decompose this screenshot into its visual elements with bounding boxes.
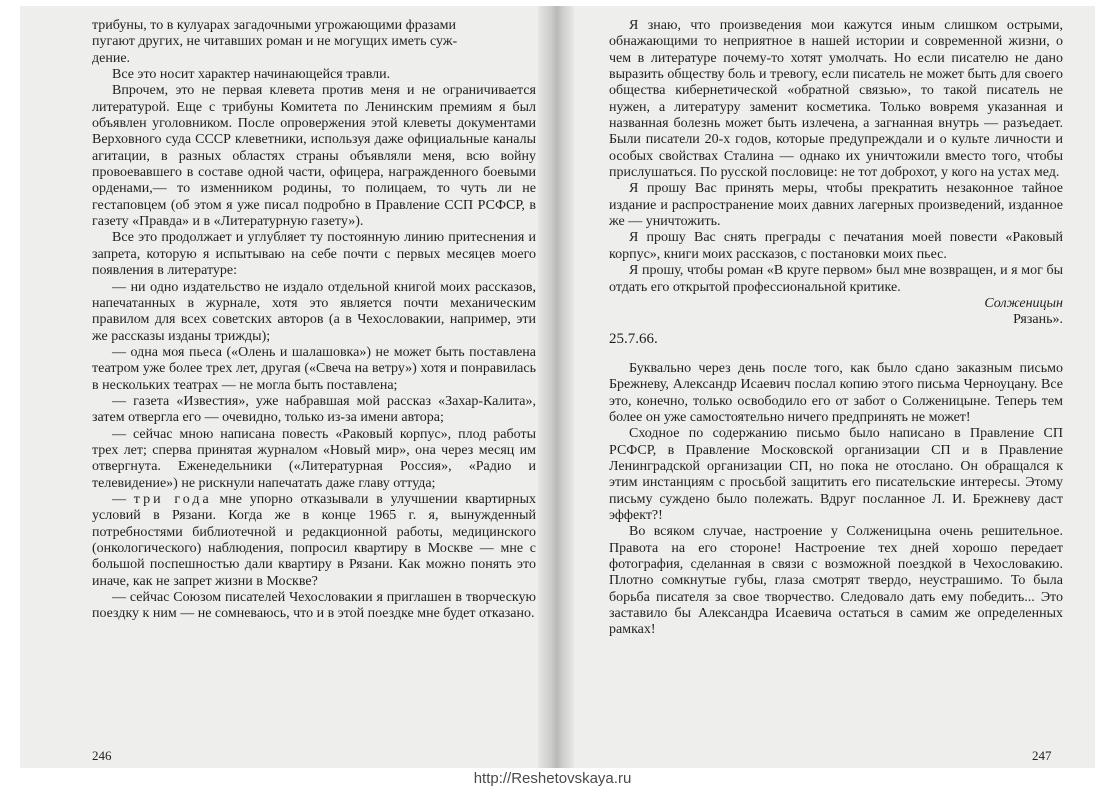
book-gutter-shadow bbox=[538, 6, 574, 768]
left-list-item: — ни одно издательство не издало отдельной книгой моих рассказов, напечатанных в журнале, хотя это является почти механическим правилом для всех советских авторов (а в Чехословакии, например, эти же рассказы изданы трижды); bbox=[92, 279, 536, 344]
commentary-paragraph: Сходное по содержанию письмо было написано в Правление СП РСФСР, в Правление Московской организации СП и в Правление Ленинградской организации СП, но пока не отослано. Он обращался к этим инстанциям с просьбой защитить его писательские интересы. Этому письму суждено было полежать. Вдруг посланное Л. И. Брежневу даст эффект?! bbox=[609, 426, 1063, 523]
letter-date: 25.7.66. bbox=[609, 330, 658, 347]
signature-name: Солженицын bbox=[984, 295, 1063, 311]
left-list-item: — одна моя пьеса («Олень и шалашовка») не может быть поставлена театром уже более трех лет, другая («Свеча на ветру») хотя и понравилась в нескольких театрах — не могла быть поставлена; bbox=[92, 344, 536, 393]
spaced-emphasis: три года bbox=[133, 491, 212, 507]
book-spread bbox=[20, 6, 1095, 768]
page-number-left: 246 bbox=[92, 748, 112, 763]
left-list-item: — сейчас мною написана повесть «Раковый корпус», плод работы трех лет; сперва принятая журналом «Новый мир», она через месяц им отвергнута. Еженедельники («Литературная Россия», «Радио и телевидение») не рискнули напечатать даже главу оттуда; bbox=[92, 426, 536, 491]
left-page bbox=[20, 6, 556, 768]
left-list-item: — сейчас Союзом писателей Чехословакии я приглашен в творческую поездку к ним — не сомневаюсь, что и в этой поездке мне будет отказано. bbox=[92, 590, 536, 622]
right-page bbox=[556, 6, 1095, 768]
left-line-3: дение. bbox=[92, 50, 131, 66]
right-paragraph: Я прошу Вас снять преграды с печатания моей повести «Раковый корпус», книги моих рассказов, с постановки моих пьес. bbox=[609, 230, 1063, 262]
left-list-item-flat: — три года мне упорно отказывали в улучшении квартирных условий в Рязани. Когда же в конце 1965 г. я, вынужденный потребностями библиотечной и редакционной работы, медицинского (онкологического) наблюдения, попросил квартиру в Москве — мне с большой поспешностью дали квартиру в Рязани. Как можно понять это иначе, как не запрет жизни в Москве? bbox=[92, 491, 537, 589]
source-url: http://Reshetovskaya.ru bbox=[473, 770, 632, 787]
left-paragraph: Все это продолжает и углубляет ту постоянную линию притеснения и запрета, которую я испытываю на себе почти с первых месяцев моего появления в литературе: bbox=[92, 230, 536, 279]
left-paragraph: Все это носит характер начинающейся травли. bbox=[112, 67, 391, 83]
flat-paragraph-rest: мне упорно отказывали в улучшении квартирных условий в Рязани. Когда же в конце 1965 г. я, вынужденный потребностями библиотечной и редакционной работы, медицинского (онкологического) наблюдения, попросил квартиру в Москве — мне с большой поспешностью дали квартиру в Рязани. Как можно понять это иначе, как не запрет жизни в Москве? bbox=[92, 491, 537, 589]
commentary-paragraph: Буквально через день после того, как было сдано заказным письмо Брежневу, Александр Исаевич послал копию этого письма Черноуцану. Все это, конечно, только освободило его от забот о Солженицыне. Теперь тем более он уже самостоятельно ничего предпринять не может! bbox=[609, 360, 1063, 425]
left-page-text bbox=[92, 18, 536, 623]
signature-city: Рязань». bbox=[1013, 312, 1063, 328]
left-list-item: — газета «Известия», уже набравшая мой рассказ «Захар-Калита», затем отвергла его — очевидно, только из-за имени автора; bbox=[92, 393, 536, 426]
right-page-text bbox=[609, 18, 1063, 639]
right-paragraph: Я прошу Вас принять меры, чтобы прекратить незаконное тайное издание и распространение моих давних лагерных произведений, изданное же — уничтожить. bbox=[609, 181, 1063, 230]
left-line-2: пугают других, не читавших роман и не могущих иметь суж- bbox=[92, 34, 458, 50]
page-number-right: 247 bbox=[1032, 748, 1052, 763]
right-paragraph: Я знаю, что произведения мои кажутся иным слишком острыми, обнажающими то неприятное в нашей истории и современной жизни, о чем в литературе почему-то хотят умолчать. Но если писателю не дано выразить обществу боль и тревогу, если писатель не может быть для своего общества кибернетической «обратной связью», то такой писатель не нужен, а литературу заменит косметика. Только вовремя указанная и названная болезнь может быть излечена, а загнанная внутрь — разъедает. Были писатели 20-х годов, которые предупреждали и о культе личности и особых свойствах Сталина — однако их уничтожили вместо того, чтобы прислушаться. По русской пословице: не тот доброхот, у кого на устах мед. bbox=[609, 18, 1063, 181]
commentary-paragraph: Во всяком случае, настроение у Солженицына очень решительное. Правота на его стороне! Настроение тех дней хорошо передает фотография, сделанная в связи с возможной поездкой в Чехословакию. Плотно сомкнутые губы, глаза смотрят твердо, неустрашимо. То была борьба писателя за свое творчество. Следовало дать ему победить... Это заставило бы Александра Исаевича остаться в самим же определенных рамках! bbox=[609, 524, 1063, 638]
right-paragraph: Я прошу, чтобы роман «В круге первом» был мне возвращен, и я мог бы отдать его открытой профессиональной критике. bbox=[609, 263, 1063, 295]
left-paragraph: Впрочем, это не первая клевета против меня и не ограничивается литературой. Еще с трибуны Комитета по Ленинским премиям я был объявлен уголовником. После опровержения этой клеветы документами Верховного суда СССР клеветники, используя даже официальные каналы агитации, в разных областях страны объявляли меня, всю войну провоевавшего в составе одной части, офицера, награжденного боевыми орденами,— то изменником родины, то полицаем, то чуть ли не гестаповцем (об этом я уже писал подробно в Правление ССП РСФСР, в газету «Правда» и в «Литературную газету»). bbox=[92, 83, 536, 230]
left-line-1: трибуны, то в кулуарах загадочными угрожающими фразами bbox=[92, 18, 457, 33]
